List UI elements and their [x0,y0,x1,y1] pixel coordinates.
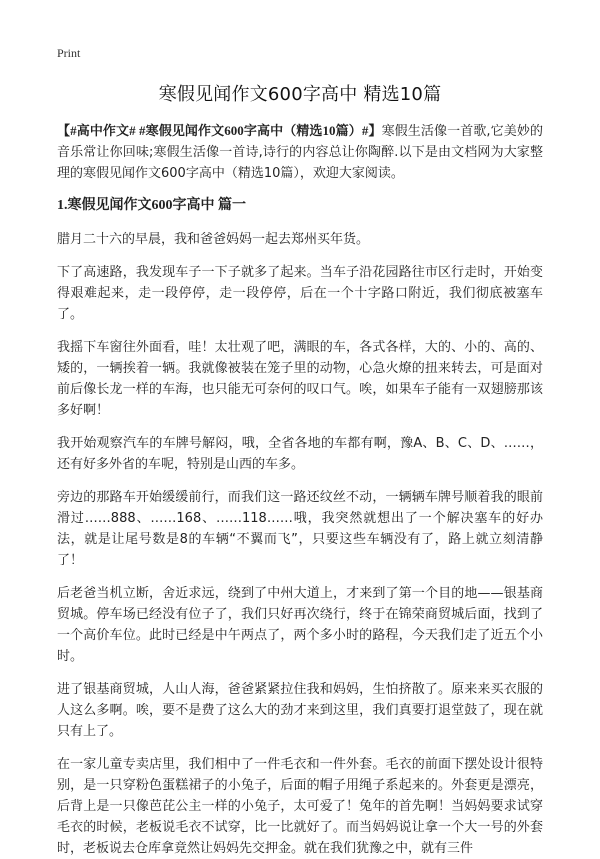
intro-paragraph [57,120,543,184]
article-body [57,120,543,859]
section-heading: 1.寒假见闻作文600字高中 篇一 [57,198,246,213]
paragraph: 进了银基商贸城，人山人海，爸爸紧紧拉住我和妈妈，生怕挤散了。原来来买衣服的人这么多啊。唉，要不是费了这么大的劲才来到这里，我们真要打退堂鼓了，现在就只有上了。 [57,682,543,739]
paragraph: 我摇下车窗往外面看，哇！太壮观了吧，满眼的车，各式各样，大的、小的、高的、矮的，一辆挨着一辆。我就像被装在笼子里的动物，心急火燎的扭来转去，可是面对前后像长龙一样的车海，也只能无可奈何的叹口气。唉，如果车子能有一双翅膀那该多好啊！ [57,340,543,418]
paragraph: 我开始观察汽车的车牌号解闷，哦，全省各地的车都有啊，豫A、B、C、D、……，还有好多外省的车呢，特别是山西的车多。 [57,436,543,472]
page-title: 寒假见闻作文600字高中 精选10篇 [158,84,442,105]
paragraph: 腊月二十六的早晨，我和爸爸妈妈一起去郑州买年货。 [57,232,370,247]
paragraph: 旁边的那路车开始缓缓前行，而我们这一路还纹丝不动，一辆辆车牌号顺着我的眼前滑过……888、……168、……118……哦，我突然就想出了一个解决塞车的好办法，就是让尾号数是8的车辆“不翼而飞”，只要这些车辆没有了，路上就立刻清静了！ [57,490,543,568]
print-link[interactable]: Print [57,46,81,60]
paragraph: 下了高速路，我发现车子一下子就多了起来。当车子沿花园路往市区行走时，开始变得艰难起来，走一段停停，走一段停停，后在一个十字路口附近，我们彻底被塞车了。 [57,265,543,322]
paragraph: 后老爸当机立断，舍近求远，绕到了中州大道上，才来到了第一个目的地——银基商贸城。停车场已经没有位子了，我们只好再次绕行，终于在锦荣商贸城后面，找到了一个高价车位。此时已经是中午两点了，两个多小时的路程，今天我们走了近五个小时。 [57,586,543,664]
paragraph: 在一家儿童专卖店里，我们相中了一件毛衣和一件外套。毛衣的前面下摆处设计很特别，是一只穿粉色蛋糕裙子的小兔子，后面的帽子用绳子系起来的。外套更是漂亮，后背上是一只像芭芘公主一样的小兔子，太可爱了！兔年的首先啊！当妈妈要求试穿毛衣的时候，老板说毛衣不试穿，比一比就好了。而当妈妈说让拿一个大一号的外套时，老板说去仓库拿竟然让妈妈先交押金。就在我们犹豫之中，就有三件 [57,757,543,856]
intro-text: 寒假生活像一首歌,它美妙的音乐常让你回味;寒假生活像一首诗,诗行的内容总让你陶醉.以下是由文档网为大家整理的寒假见闻作文600字高中（精选10篇），欢迎大家阅读。 [57,124,543,181]
intro-tag: 【#高中作文# #寒假见闻作文600字高中（精选10篇）#】 [57,123,382,138]
